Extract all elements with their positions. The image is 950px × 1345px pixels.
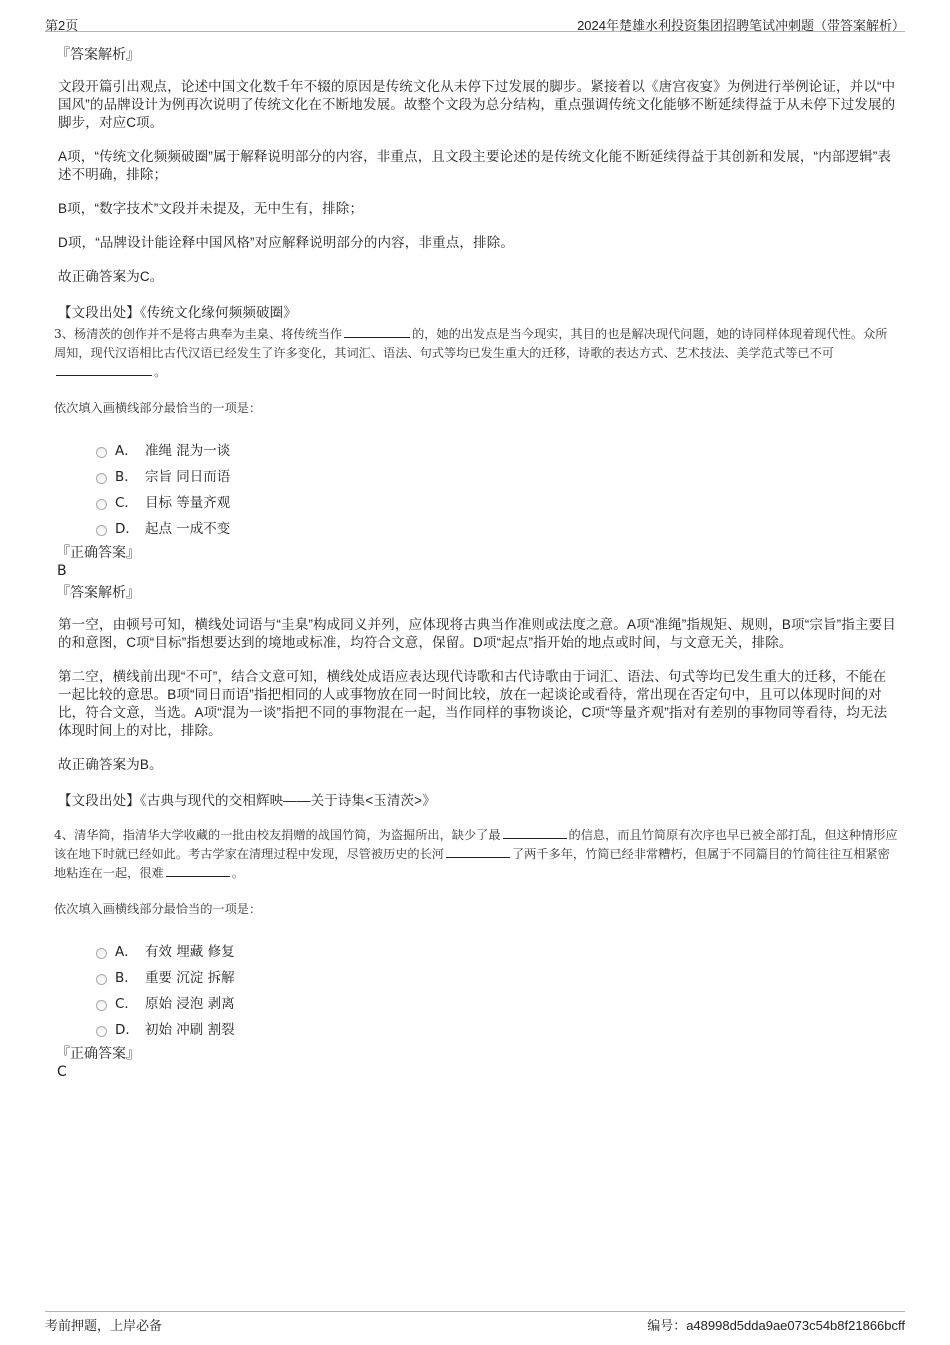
option-b[interactable]: B． 宗旨 同日而语: [96, 462, 898, 488]
fill-blank: [56, 364, 152, 376]
options-list: [58, 436, 898, 540]
question-stem: 4、清华简，指清华大学收藏的一批由校友捐赠的战国竹简，为盗掘所出，缺少了最 的信息，而且竹简原有次序也早已被全部打乱，但这种情形应该在地下时就已经如此。考古学家在清理过程中发现，尽管被历史的长河 了两千多年，竹简已经非常糟朽，但属于不同篇目的竹简往往互相紧密地粘连在一起，很难 。: [54, 828, 898, 880]
correct-answer: B: [57, 563, 67, 579]
analysis-paragraph: 文段开篇引出观点，论述中国文化数千年不辍的原因是传统文化从未停下过发展的脚步。紧接着以《唐宫夜宴》为例进行举例论证，并以“中国风”的品牌设计为例再次说明了传统文化在不断地发展。故整个文段为总分结构，重点强调传统文化能够不断延续得益于从未停下过发展的脚步，对应C项。: [58, 79, 896, 130]
analysis-heading: 『答案解析』: [56, 585, 140, 601]
page-number: 第2页: [45, 18, 79, 33]
correct-answer-heading: 『正确答案』: [56, 545, 140, 561]
fill-blank: [503, 827, 567, 839]
conclusion: 故正确答案为C。: [58, 269, 164, 284]
option-d[interactable]: D． 起点 一成不变: [96, 514, 898, 540]
radio-button[interactable]: [96, 525, 107, 536]
conclusion: 故正确答案为B。: [58, 757, 163, 772]
question-instruction: 依次填入画横线部分最恰当的一项是：: [54, 902, 262, 916]
correct-answer-heading: 『正确答案』: [56, 1046, 140, 1062]
analysis-paragraph: B项，“数字技术”文段并未提及，无中生有，排除；: [58, 201, 364, 216]
option-c[interactable]: C． 原始 浸泡 剥离: [96, 989, 898, 1015]
radio-button[interactable]: [96, 1026, 107, 1037]
analysis-paragraph: A项，“传统文化频频破圈”属于解释说明部分的内容，非重点，且文段主要论述的是传统文化能不断延续得益于其创新和发展，“内部逻辑”表述不明确，排除；: [58, 149, 892, 182]
document-title: 2024年楚雄水利投资集团招聘笔试冲刺题（带答案解析）: [577, 18, 905, 33]
fill-blank: [446, 846, 510, 858]
radio-button[interactable]: [96, 974, 107, 985]
analysis-paragraph: 第一空，由顿号可知，横线处词语与“圭臬”构成同义并列，应体现将古典当作准则或法度之意。A项“准绳”指规矩、规则，B项“宗旨”指主要目的和意图，C项“目标”指想要达到的境地或标准，均符合文意，保留。D项“起点”指开始的地点或时间，与文意无关，排除。: [58, 617, 896, 650]
radio-button[interactable]: [96, 1000, 107, 1011]
radio-button[interactable]: [96, 499, 107, 510]
page-footer: [45, 1311, 905, 1333]
question-stem: 3、杨清茨的创作并不是将古典奉为圭臬、将传统当作 的，她的出发点是当今现实，其目的也是解决现代问题，她的诗同样体现着现代性。众所周知，现代汉语相比古代汉语已经发生了许多变化，其词汇、语法、句式等均已发生重大的迁移，诗歌的表达方式、艺术技法、美学范式等已不可。: [54, 327, 888, 379]
fill-blank: [344, 326, 410, 338]
option-a[interactable]: A． 准绳 混为一谈: [96, 436, 898, 462]
source-citation: 【文段出处】《古典与现代的交相辉映——关于诗集<玉清茨>》: [58, 793, 436, 808]
radio-button[interactable]: [96, 473, 107, 484]
option-d[interactable]: D． 初始 冲刷 割裂: [96, 1015, 898, 1041]
analysis-paragraph: D项，“品牌设计能诠释中国风格”对应解释说明部分的内容，非重点，排除。: [58, 235, 514, 250]
analysis-paragraph: 第二空，横线前出现“不可”，结合文意可知，横线处成语应表达现代诗歌和古代诗歌由于词汇、语法、句式等均已发生重大的迁移，不能在一起比较的意思。B项“同日而语”指把相同的人或事物放在同一时间比较，放在一起谈论或看待，常出现在否定句中，且可以体现时间的对比，符合文意，当选。A项“混为一谈”指把不同的事物混在一起，当作同样的事物谈论，C项“等量齐观”指对有差别的事物同等看待，均无法体现时间上的对比，排除。: [58, 669, 888, 738]
document-content: [54, 46, 898, 1081]
page-header: [45, 12, 905, 32]
options-list: [58, 937, 898, 1041]
question-instruction: 依次填入画横线部分最恰当的一项是：: [54, 401, 262, 415]
radio-button[interactable]: [96, 447, 107, 458]
source-citation: 【文段出处】《传统文化缘何频频破圈》: [58, 305, 297, 320]
footer-slogan: 考前押题，上岸必备: [45, 1318, 163, 1333]
option-b[interactable]: B． 重要 沉淀 拆解: [96, 963, 898, 989]
option-c[interactable]: C． 目标 等量齐观: [96, 488, 898, 514]
fill-blank: [166, 865, 230, 877]
analysis-heading: 『答案解析』: [56, 47, 140, 63]
document-serial: 编号：a48998d5dda9ae073c54b8f21866bcff: [647, 1318, 905, 1333]
radio-button[interactable]: [96, 948, 107, 959]
correct-answer: C: [57, 1064, 67, 1080]
option-a[interactable]: A． 有效 埋藏 修复: [96, 937, 898, 963]
